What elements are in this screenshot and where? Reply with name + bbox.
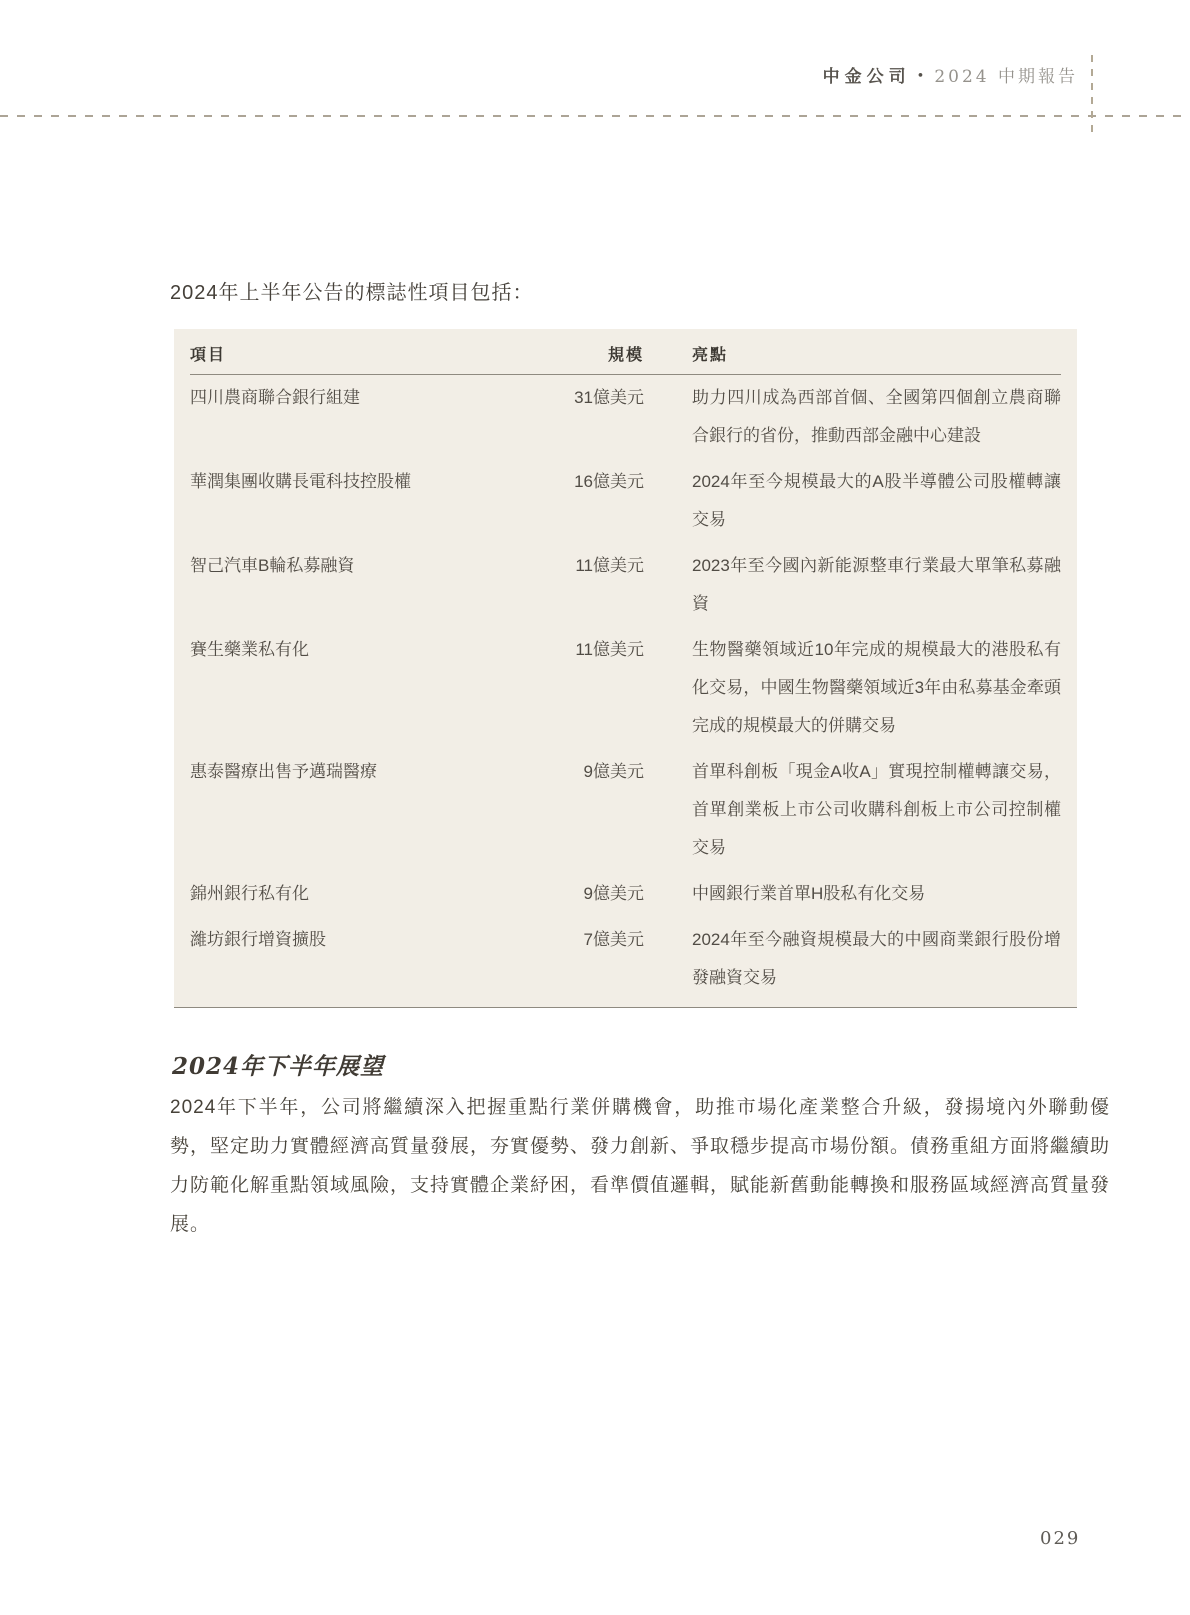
project-cell: 華潤集團收購長電科技控股權 — [190, 472, 411, 491]
highlight-cell: 2024年至今規模最大的A股半導體公司股權轉讓交易 — [692, 472, 1061, 529]
report-title: 2024 中期報告 — [934, 67, 1078, 87]
highlight-cell: 中國銀行業首單H股私有化交易 — [692, 884, 926, 903]
scale-cell: 31億美元 — [574, 388, 644, 407]
table-row — [190, 749, 1061, 871]
scale-cell: 11億美元 — [575, 640, 644, 659]
outlook-section-heading: 2024年下半年展望 — [172, 1053, 385, 1080]
table-row — [190, 917, 1061, 1001]
column-header-scale: 規模 — [607, 347, 644, 364]
table-row — [190, 543, 1061, 627]
project-cell: 智己汽車B輪私募融資 — [190, 556, 355, 575]
projects-table — [174, 329, 1077, 1008]
page-header — [0, 62, 1078, 87]
highlight-cell: 生物醫藥領域近10年完成的規模最大的港股私有化交易，中國生物醫藥領域近3年由私募基金牽頭完成的規模最大的併購交易 — [692, 640, 1061, 735]
page-number: 029 — [1040, 1528, 1081, 1549]
intro-text: 2024年上半年公告的標誌性項目包括： — [170, 282, 534, 304]
highlight-cell: 2024年至今融資規模最大的中國商業銀行股份增發融資交易 — [692, 930, 1061, 987]
brand-text: 中金公司 — [822, 67, 911, 87]
highlight-cell: 首單科創板「現金A收A」實現控制權轉讓交易，首單創業板上市公司收購科創板上市公司控制權交易 — [692, 762, 1061, 857]
horizontal-dashed-divider — [0, 115, 1190, 117]
highlight-cell: 2023年至今國內新能源整車行業最大單筆私募融資 — [692, 556, 1061, 613]
table-row — [190, 375, 1061, 459]
column-header-highlight: 亮點 — [692, 347, 729, 364]
separator-dot-icon: • — [916, 69, 925, 84]
scale-cell: 11億美元 — [575, 556, 644, 575]
project-cell: 濰坊銀行增資擴股 — [190, 930, 326, 949]
project-cell: 錦州銀行私有化 — [190, 884, 309, 903]
vertical-dashed-divider — [1091, 55, 1093, 135]
highlight-cell: 助力四川成為西部首個、全國第四個創立農商聯合銀行的省份，推動西部金融中心建設 — [692, 388, 1061, 445]
table-row — [190, 459, 1061, 543]
project-cell: 惠泰醫療出售予邁瑞醫療 — [190, 762, 377, 781]
table-header-row — [190, 329, 1061, 375]
project-cell: 四川農商聯合銀行組建 — [190, 388, 360, 407]
table-row — [190, 871, 1061, 917]
scale-cell: 16億美元 — [574, 472, 644, 491]
table-row — [190, 627, 1061, 749]
scale-cell: 7億美元 — [583, 930, 644, 949]
scale-cell: 9億美元 — [583, 884, 644, 903]
scale-cell: 9億美元 — [583, 762, 644, 781]
project-cell: 賽生藥業私有化 — [190, 640, 309, 659]
outlook-paragraph: 2024年下半年，公司將繼續深入把握重點行業併購機會，助推市場化產業整合升級，發揚境內外聯動優勢，堅定助力實體經濟高質量發展，夯實優勢、發力創新、爭取穩步提高市場份額。債務重組方面將繼續助力防範化解重點領域風險，支持實體企業紓困，看準價值邏輯，賦能新舊動能轉換和服務區域經濟高質量發展。 — [170, 1097, 1111, 1235]
column-header-project: 項目 — [190, 347, 227, 364]
